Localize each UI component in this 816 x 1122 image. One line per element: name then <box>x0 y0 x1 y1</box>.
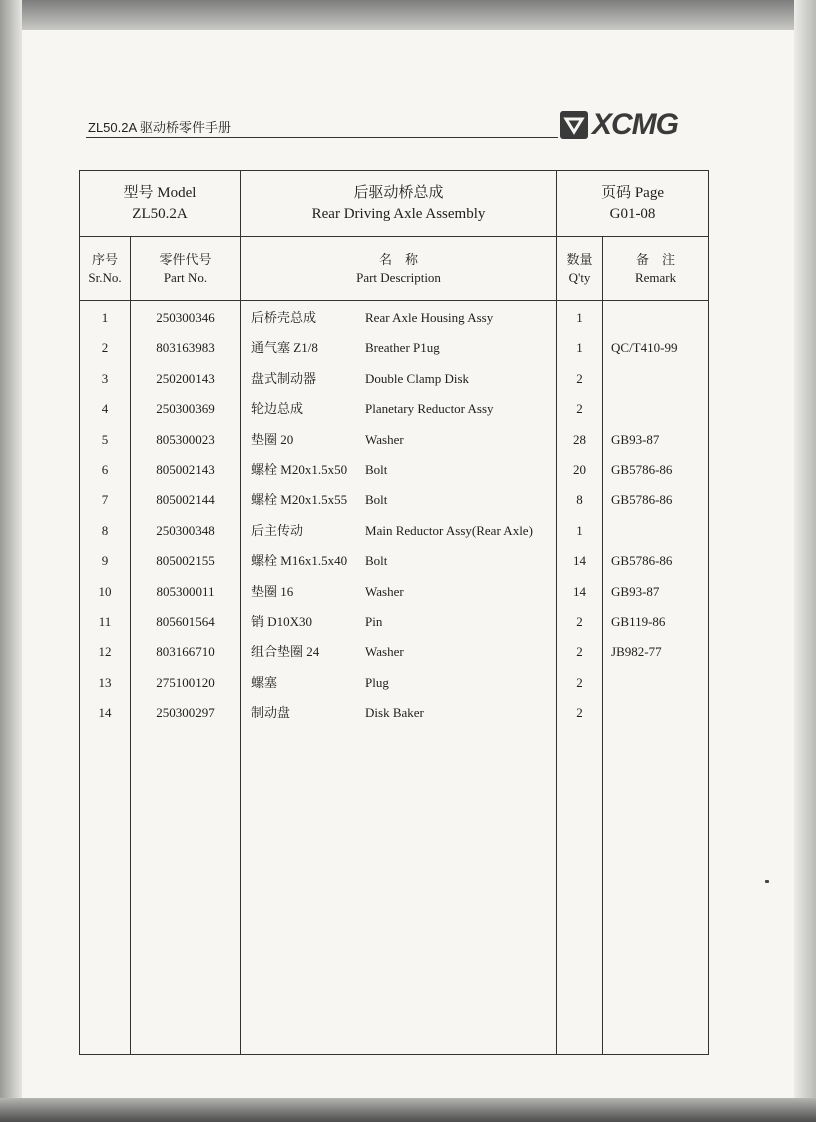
row-6-qty: 20 <box>573 461 587 477</box>
row-12-name-en: Washer <box>365 644 404 660</box>
row-7-name-cn: 螺栓 M20x1.5x55 <box>251 492 348 508</box>
row-5-name-en: Washer <box>365 431 404 447</box>
row-10-part-no: 805300011 <box>156 583 215 599</box>
col-pn-cn: 零件代号 <box>159 251 212 267</box>
row-7-name-en: Bolt <box>365 492 388 508</box>
row-9-sr: 9 <box>101 553 109 569</box>
row-13-name-cn: 螺塞 <box>251 674 278 690</box>
row-14-name-cn: 制动盘 <box>251 705 291 721</box>
row-5-qty: 28 <box>573 431 587 447</box>
row-4-part-no: 250300369 <box>156 401 215 417</box>
row-5-remark: GB93-87 <box>611 431 660 447</box>
assembly-cell <box>241 171 557 237</box>
assembly-name-cn: 后驱动桥总成 <box>353 184 444 201</box>
row-9-name-cn: 螺栓 M16x1.5x40 <box>251 553 348 569</box>
page-value: G01-08 <box>609 205 656 222</box>
row-13-part-no: 275100120 <box>156 674 215 690</box>
row-8-remark <box>603 516 708 546</box>
row-9-description <box>241 546 556 576</box>
row-8-part-no: 250300348 <box>156 522 215 538</box>
xcmg-logo-icon <box>560 111 588 139</box>
row-3-description <box>241 364 556 394</box>
row-2-qty: 1 <box>576 340 583 356</box>
row-10-description <box>241 577 556 607</box>
xcmg-logo <box>560 108 678 142</box>
row-3-part-no: 250200143 <box>156 370 215 386</box>
row-8-sr: 8 <box>101 522 109 538</box>
row-5-description <box>241 425 556 455</box>
col-rem-cn: 备 注 <box>636 251 676 267</box>
row-8-description <box>241 516 556 546</box>
qty-column <box>557 301 603 1055</box>
col-rem-en: Remark <box>634 269 677 285</box>
remark-column <box>603 301 709 1055</box>
row-14-name-en: Disk Baker <box>365 705 424 721</box>
row-1-description <box>241 303 556 333</box>
row-4-name-en: Planetary Reductor Assy <box>365 401 494 417</box>
row-13-remark <box>603 668 708 698</box>
row-14-part-no: 250300297 <box>156 705 215 721</box>
row-2-name-cn: 通气塞 Z1/8 <box>251 340 318 356</box>
row-14-sr: 14 <box>98 705 112 721</box>
column-header-row <box>80 237 709 301</box>
row-4-name-cn: 轮边总成 <box>251 401 304 417</box>
row-12-remark: JB982-77 <box>611 644 662 660</box>
assembly-name-en: Rear Driving Axle Assembly <box>311 205 486 222</box>
sr-column <box>80 301 131 1055</box>
row-14-qty: 2 <box>576 705 583 721</box>
col-desc-cn: 名 称 <box>379 251 419 267</box>
page-label: 页码 Page <box>601 184 664 201</box>
scan-right-edge <box>794 0 816 1122</box>
row-9-name-en: Bolt <box>365 553 388 569</box>
row-4-remark <box>603 394 708 424</box>
row-1-qty: 1 <box>576 310 583 325</box>
row-2-name-en: Breather P1ug <box>365 340 440 356</box>
row-5-part-no: 805300023 <box>156 431 215 447</box>
row-6-name-cn: 螺栓 M20x1.5x50 <box>251 461 348 477</box>
row-6-remark: GB5786-86 <box>611 461 673 477</box>
row-4-description <box>241 394 556 424</box>
col-qty-en: Q'ty <box>568 269 591 285</box>
row-6-sr: 6 <box>101 461 109 477</box>
row-1-remark <box>603 303 708 333</box>
row-13-qty: 2 <box>576 674 583 690</box>
row-11-qty: 2 <box>576 613 583 629</box>
row-7-remark: GB5786-86 <box>611 492 673 508</box>
row-3-sr: 3 <box>101 370 109 386</box>
row-8-qty: 1 <box>576 522 583 538</box>
model-label: 型号 Model <box>123 184 197 201</box>
scan-left-edge <box>0 0 22 1122</box>
row-12-part-no: 803166710 <box>156 644 215 660</box>
row-3-name-en: Double Clamp Disk <box>365 370 470 386</box>
model-cell <box>80 171 241 237</box>
col-header-remark <box>603 237 709 301</box>
row-12-sr: 12 <box>98 644 112 660</box>
part-no-column <box>131 301 241 1055</box>
row-1-name-cn: 后桥壳总成 <box>251 310 317 325</box>
row-7-sr: 7 <box>101 492 109 508</box>
row-14-remark <box>603 698 708 728</box>
col-qty-cn: 数量 <box>566 251 593 267</box>
row-2-part-no: 803163983 <box>156 340 215 356</box>
row-3-qty: 2 <box>576 370 583 386</box>
row-10-name-cn: 垫圈 16 <box>251 583 294 599</box>
scan-bottom-edge <box>0 1098 816 1122</box>
scan-speck <box>765 880 769 883</box>
row-11-sr: 11 <box>98 613 112 629</box>
row-2-description <box>241 333 556 363</box>
row-7-part-no: 805002144 <box>156 492 215 508</box>
row-4-qty: 2 <box>576 401 583 417</box>
col-desc-en: Part Description <box>356 269 441 285</box>
row-6-description <box>241 455 556 485</box>
row-1-sr: 1 <box>101 310 109 325</box>
col-pn-en: Part No. <box>163 269 208 285</box>
row-3-remark <box>603 364 708 394</box>
row-7-description <box>241 485 556 515</box>
row-9-qty: 14 <box>573 553 587 569</box>
model-value: ZL50.2A <box>132 205 188 222</box>
row-9-part-no: 805002155 <box>156 553 215 569</box>
row-1-name-en: Rear Axle Housing Assy <box>365 310 494 325</box>
row-1-part-no: 250300346 <box>156 310 215 325</box>
row-10-remark: GB93-87 <box>611 583 660 599</box>
row-4-sr: 4 <box>101 401 109 417</box>
scan-top-edge <box>0 0 816 30</box>
row-6-part-no: 805002143 <box>156 461 215 477</box>
col-header-description <box>241 237 557 301</box>
row-10-qty: 14 <box>573 583 587 599</box>
col-header-qty <box>557 237 603 301</box>
row-11-description <box>241 607 556 637</box>
manual-title: ZL50.2A 驱动桥零件手册 <box>88 120 232 135</box>
col-sr-cn: 序号 <box>91 251 118 267</box>
row-10-sr: 10 <box>98 583 112 599</box>
xcmg-logo-text: XCMG <box>592 108 678 141</box>
row-11-remark: GB119-86 <box>611 613 666 629</box>
row-14-description <box>241 698 556 728</box>
row-3-name-cn: 盘式制动器 <box>251 370 317 386</box>
row-11-part-no: 805601564 <box>156 613 215 629</box>
row-13-sr: 13 <box>98 674 112 690</box>
col-header-sr <box>80 237 131 301</box>
row-5-name-cn: 垫圈 20 <box>251 431 294 447</box>
row-2-remark: QC/T410-99 <box>611 340 678 356</box>
row-10-name-en: Washer <box>365 583 404 599</box>
col-sr-en: Sr.No. <box>88 269 122 285</box>
row-13-description <box>241 668 556 698</box>
parts-table <box>79 170 709 1055</box>
row-6-name-en: Bolt <box>365 461 388 477</box>
row-8-name-cn: 后主传动 <box>251 522 304 538</box>
row-2-sr: 2 <box>101 340 109 356</box>
description-column <box>241 301 557 1055</box>
row-13-name-en: Plug <box>365 674 389 690</box>
row-5-sr: 5 <box>101 431 109 447</box>
row-12-description <box>241 637 556 667</box>
row-8-name-en: Main Reductor Assy(Rear Axle) <box>365 522 533 538</box>
row-12-name-cn: 组合垫圈 24 <box>251 644 320 660</box>
page-cell <box>557 171 709 237</box>
row-11-name-cn: 销 D10X30 <box>251 613 313 629</box>
row-9-remark: GB5786-86 <box>611 553 673 569</box>
parts-body-row <box>80 301 709 1055</box>
table-title-row <box>80 171 709 237</box>
row-12-qty: 2 <box>576 644 583 660</box>
header-rule <box>86 137 558 138</box>
row-7-qty: 8 <box>576 492 583 508</box>
row-11-name-en: Pin <box>365 613 383 629</box>
col-header-part-no <box>131 237 241 301</box>
